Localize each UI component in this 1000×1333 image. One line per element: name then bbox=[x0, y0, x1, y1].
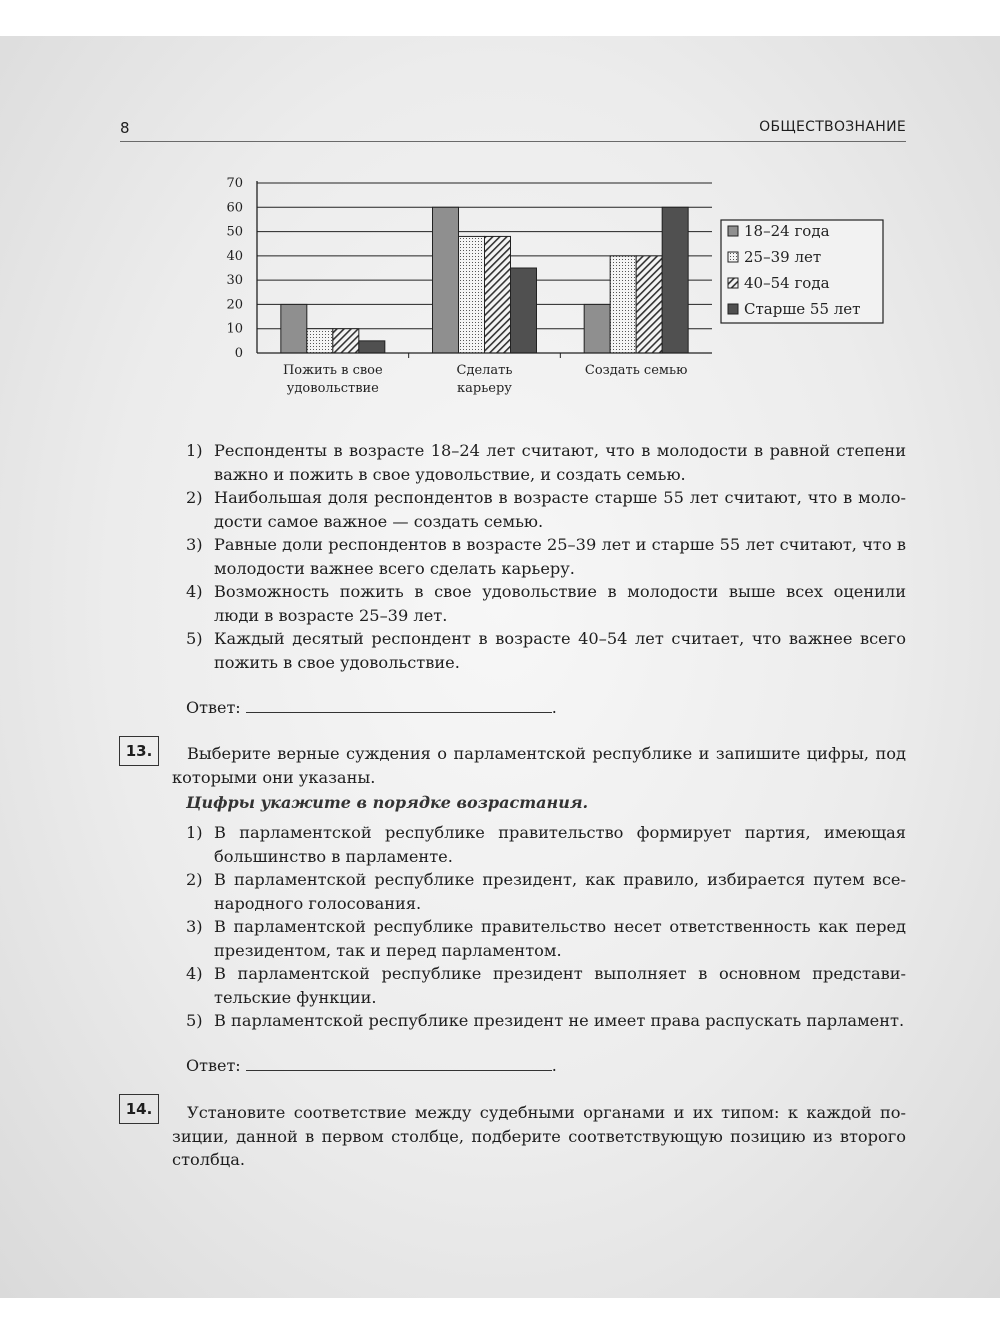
q13-answer-field[interactable] bbox=[246, 1058, 552, 1071]
bar bbox=[636, 256, 662, 353]
legend-label: 40–54 года bbox=[744, 274, 830, 292]
q12-answer-field[interactable] bbox=[246, 700, 552, 713]
q12-option-5: 5) Каждый десятый респондент в возрасте 40–54 лет считает, что важнее всего пожить в свое удовольствие. bbox=[186, 629, 906, 672]
q13-option-3: 3) В парламентской республике правительство несет ответственность как перед президентом, так и перед парламентом. bbox=[186, 917, 906, 960]
legend-swatch bbox=[728, 278, 738, 288]
q13-option-4: 4) В парламентской республике президент выполняет в основном представительские функции. bbox=[186, 964, 906, 1007]
bar bbox=[662, 207, 688, 353]
y-tick-label: 50 bbox=[226, 224, 243, 240]
q13-option-5: 5) В парламентской республике президент не имеет права распускать парламент. bbox=[186, 1011, 905, 1030]
q13-option-2: 2) В парламентской республике президент, как правило, избирается путем всенародного голосования. bbox=[186, 870, 906, 913]
q12-answer-label: Ответ: bbox=[186, 698, 241, 717]
q14-text: Установите соответствие между судебными органами и их типом: к каждой позиции, данной в первом столбце, подберите соответствующую позицию из второго столбца. bbox=[172, 1103, 906, 1169]
bar bbox=[459, 236, 485, 353]
bar bbox=[433, 207, 459, 353]
q13-answer: Ответ: . bbox=[186, 1056, 557, 1075]
bar bbox=[485, 236, 511, 353]
y-tick-label: 0 bbox=[234, 346, 243, 361]
q13-option-1: 1) В парламентской республике правительство формирует партия, имеющая большинство в парламенте. bbox=[186, 823, 906, 866]
legend-swatch bbox=[728, 226, 738, 236]
q13-answer-label: Ответ: bbox=[186, 1056, 241, 1075]
legend-swatch bbox=[728, 304, 738, 314]
q13-text: Выберите верные суждения о парламентской республике и запишите цифры, под которыми они указаны. bbox=[172, 744, 906, 787]
y-tick-label: 30 bbox=[226, 273, 243, 289]
x-category-label: Пожить в свое bbox=[282, 363, 383, 378]
page-number: 8 bbox=[120, 119, 130, 137]
x-category-label: Создать семью bbox=[584, 363, 688, 378]
y-tick-label: 20 bbox=[226, 297, 243, 313]
y-tick-label: 40 bbox=[226, 248, 243, 264]
q13-number-box: 13. bbox=[119, 736, 159, 766]
q13-instruction: Цифры укажите в порядке возрастания. bbox=[186, 793, 589, 812]
y-tick-label: 60 bbox=[226, 200, 243, 216]
q12-answer: Ответ: . bbox=[186, 698, 557, 717]
legend-label: 25–39 лет bbox=[744, 248, 822, 266]
x-category-label: карьеру bbox=[457, 381, 512, 396]
bar bbox=[333, 329, 359, 353]
q12-option-1: 1) Респонденты в возрасте 18–24 лет считают, что в молодости в равной степени важно и пожить в свое удовольствие, и создать семью. bbox=[186, 441, 906, 484]
q12-option-2: 2) Наибольшая доля респондентов в возрасте старше 55 лет считают, что в молодости самое важное — создать семью. bbox=[186, 488, 906, 531]
q14-number-box: 14. bbox=[119, 1094, 159, 1124]
bar bbox=[307, 329, 333, 353]
q12-option-4: 4) Возможность пожить в свое удовольствие в молодости выше всех оценили люди в возрасте 25–39 лет. bbox=[186, 582, 906, 625]
y-tick-label: 70 bbox=[226, 176, 243, 191]
x-category-label: Сделать bbox=[456, 363, 513, 378]
bar bbox=[359, 341, 385, 353]
bar bbox=[281, 304, 307, 353]
x-category-label: удовольствие bbox=[286, 381, 379, 396]
y-tick-label: 10 bbox=[226, 321, 243, 337]
bar-chart bbox=[0, 0, 1000, 420]
bar bbox=[584, 304, 610, 353]
legend-label: Старше 55 лет bbox=[744, 300, 861, 318]
bar bbox=[511, 268, 537, 353]
q12-option-3: 3) Равные доли респондентов в возрасте 25–39 лет и старше 55 лет считают, что в молодости важнее всего сделать карьеру. bbox=[186, 535, 906, 578]
legend-label: 18–24 года bbox=[744, 222, 830, 240]
bar bbox=[610, 256, 636, 353]
legend-swatch bbox=[728, 252, 738, 262]
subject-title: ОБЩЕСТВОЗНАНИЕ bbox=[759, 119, 906, 135]
